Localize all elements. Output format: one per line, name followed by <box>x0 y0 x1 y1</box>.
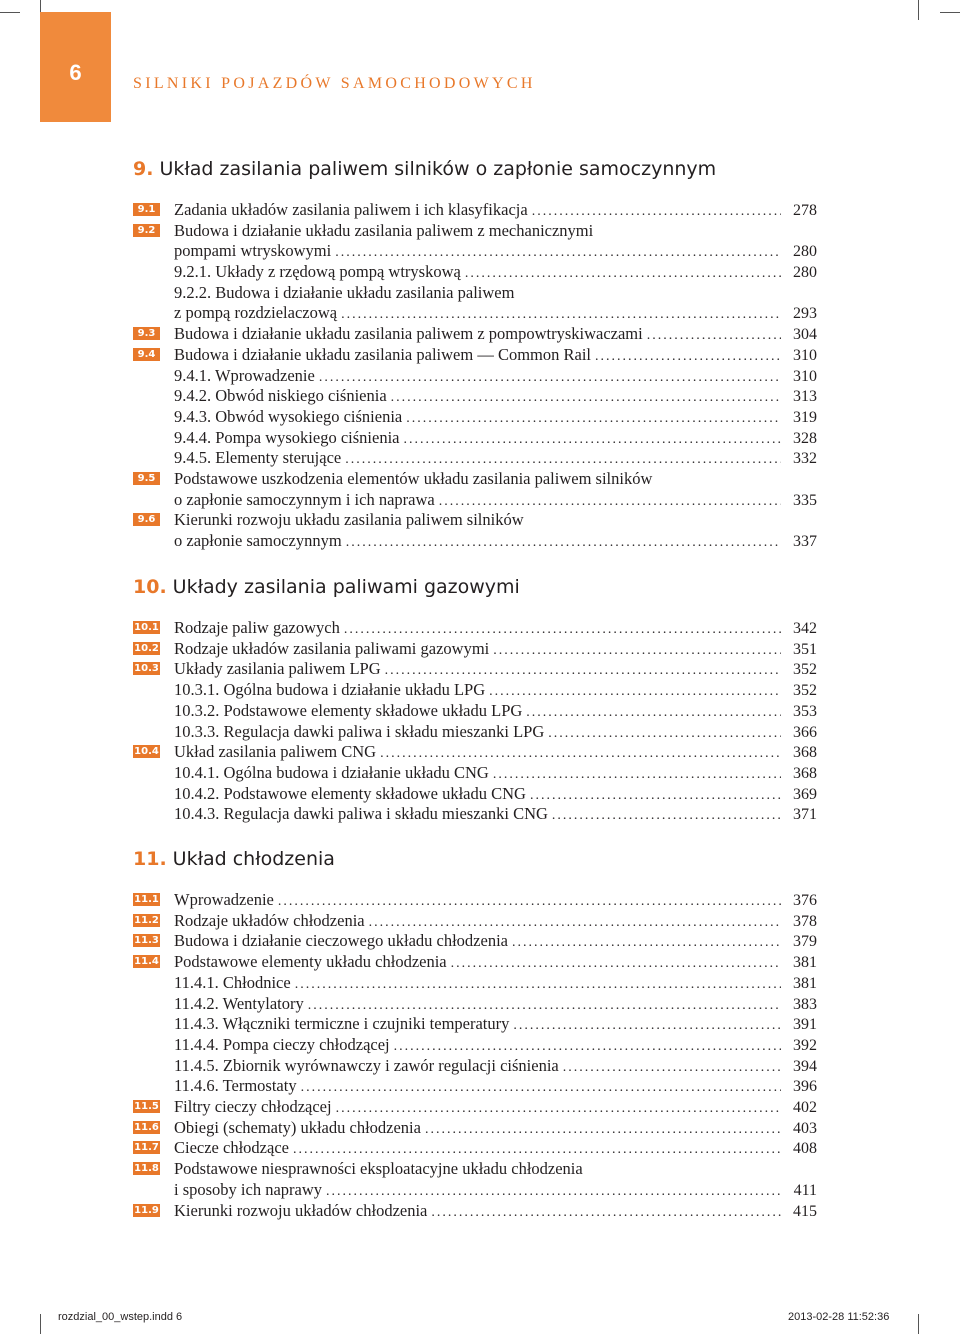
toc-entry <box>133 721 817 743</box>
section-badge: 11.2 <box>134 915 159 926</box>
toc-entry-label: 10.3.2. Podstawowe elementy składowe układu LPG <box>174 701 523 720</box>
toc-entry <box>133 1013 817 1035</box>
toc-page-number: 328 <box>793 430 817 447</box>
toc-entry <box>133 1200 817 1222</box>
toc-entry <box>133 783 817 805</box>
toc-entry-label: Rodzaje paliw gazowych <box>174 618 340 637</box>
toc-entry <box>133 1096 817 1118</box>
section-badge: 9.1 <box>133 203 160 216</box>
toc-entry-label: 10.4.3. Regulacja dawki paliwa i składu mieszanki CNG <box>174 804 548 823</box>
toc-page-number: 402 <box>793 1099 817 1116</box>
toc-entry <box>133 1137 817 1159</box>
toc-entry-label: Budowa i działanie cieczowego układu chłodzenia <box>174 931 508 950</box>
toc-page-number: 293 <box>793 305 817 322</box>
chapter-number: 10. <box>133 576 167 598</box>
toc-page-number: 335 <box>793 492 817 509</box>
toc-page-number: 381 <box>793 954 817 971</box>
crop-mark <box>940 12 960 13</box>
toc-page-number: 310 <box>793 368 817 385</box>
toc-entry <box>133 658 817 680</box>
toc-page-number: 332 <box>793 450 817 467</box>
toc-page-number: 368 <box>793 765 817 782</box>
toc-entry <box>133 1055 817 1077</box>
section-badge: 10.1 <box>134 622 159 633</box>
toc-entry <box>133 930 817 952</box>
section-badge: 9.2 <box>133 224 160 237</box>
toc-entry <box>133 489 817 511</box>
toc-entry-label: 9.4.1. Wprowadzenie <box>174 366 315 385</box>
toc-entry <box>133 741 817 763</box>
toc-entry <box>133 530 817 552</box>
toc-entry <box>133 323 817 345</box>
toc-entry-label: 11.4.5. Zbiornik wyrównawczy i zawór regulacji ciśnienia <box>174 1056 559 1075</box>
toc-entry <box>133 1179 817 1201</box>
toc-entry <box>133 427 817 449</box>
page-number: 6 <box>69 60 82 85</box>
toc-page-number: 352 <box>793 661 817 678</box>
section-badge: 10.3 <box>134 663 159 674</box>
toc-entry <box>133 406 817 428</box>
toc-entry-label: Kierunki rozwoju układu zasilania paliwem silników <box>174 510 524 529</box>
toc-page-number: 376 <box>793 892 817 909</box>
toc-entry-label: 9.4.5. Elementy sterujące <box>174 448 342 467</box>
section-badge: 10.2 <box>134 643 159 654</box>
toc-entry-label: o zapłonie samoczynnym i ich naprawa <box>174 490 435 509</box>
toc-page-number: 403 <box>793 1120 817 1137</box>
toc-entry <box>133 638 817 660</box>
toc-entry <box>133 910 817 932</box>
toc-entry-label: Kierunki rozwoju układów chłodzenia <box>174 1201 428 1220</box>
toc-entry-label: 9.2.1. Układy z rzędową pompą wtryskową <box>174 262 461 281</box>
toc-entry <box>133 700 817 722</box>
toc-entry-label: Budowa i działanie układu zasilania paliwem — Common Rail <box>174 345 591 364</box>
toc-page-number: 392 <box>793 1037 817 1054</box>
toc-entry-label: 11.4.1. Chłodnice <box>174 973 291 992</box>
section-badge: 10.4 <box>134 746 159 757</box>
toc-page-number: 353 <box>793 703 817 720</box>
toc-entry <box>133 365 817 387</box>
crop-mark <box>918 0 919 20</box>
toc-page-number: 342 <box>793 620 817 637</box>
toc-entry <box>133 261 817 283</box>
toc-page-number: 351 <box>793 641 817 658</box>
toc-entry <box>133 1117 817 1139</box>
toc-entry <box>133 302 817 324</box>
toc-page-number: 396 <box>793 1078 817 1095</box>
toc-entry-label: z pompą rozdzielaczową <box>174 303 338 322</box>
section-badge: 11.9 <box>134 1205 159 1216</box>
toc-entry-label: Podstawowe niesprawności eksploatacyjne układu chłodzenia <box>174 1159 583 1178</box>
section-badge: 9.4 <box>133 348 160 361</box>
toc-entry <box>133 1158 817 1180</box>
toc-entry-label: Obiegi (schematy) układu chłodzenia <box>174 1118 421 1137</box>
toc-page-number: 411 <box>793 1182 817 1199</box>
toc-entry-label: Zadania układów zasilania paliwem i ich klasyfikacja <box>174 200 528 219</box>
toc-entry <box>133 344 817 366</box>
toc-entry <box>133 803 817 825</box>
toc-entry-label: Układy zasilania paliwem LPG <box>174 659 381 678</box>
toc-entry-label: o zapłonie samoczynnym <box>174 531 342 550</box>
footer-timestamp: 2013-02-28 11:52:36 <box>788 1311 890 1323</box>
toc-entry <box>133 993 817 1015</box>
toc-entry <box>133 509 817 531</box>
toc-page-number: 371 <box>793 806 817 823</box>
toc-entry <box>133 1075 817 1097</box>
toc-entry-label: 10.4.2. Podstawowe elementy składowe układu CNG <box>174 784 526 803</box>
toc-entry <box>133 220 817 242</box>
toc-entry-label: 11.4.6. Termostaty <box>174 1076 297 1095</box>
toc-page-number: 381 <box>793 975 817 992</box>
chapter-title-text: Układ chłodzenia <box>172 848 335 870</box>
toc-page-number: 280 <box>793 264 817 281</box>
toc-page-number: 304 <box>793 326 817 343</box>
section-badge: 9.6 <box>133 513 160 526</box>
toc-entry-label: Ciecze chłodzące <box>174 1138 289 1157</box>
toc-page-number: 310 <box>793 347 817 364</box>
dot-leader <box>346 532 781 554</box>
crop-mark <box>0 12 20 13</box>
dot-leader <box>431 1202 781 1224</box>
toc-page-number: 394 <box>793 1058 817 1075</box>
toc-entry-label: Budowa i działanie układu zasilania paliwem z mechanicznymi <box>174 221 594 240</box>
toc-page-number: 319 <box>793 409 817 426</box>
toc-entry <box>133 1034 817 1056</box>
toc-page-number: 408 <box>793 1140 817 1157</box>
section-badge: 11.8 <box>134 1163 159 1174</box>
toc-entry-label: 11.4.3. Włączniki termiczne i czujniki temperatury <box>174 1014 510 1033</box>
toc-page-number: 352 <box>793 682 817 699</box>
chapter-title-text: Układ zasilania paliwem silników o zapłonie samoczynnym <box>159 158 717 180</box>
toc-page-number: 369 <box>793 786 817 803</box>
toc-entry <box>133 199 817 221</box>
toc-entry-label: 10.4.1. Ogólna budowa i działanie układu CNG <box>174 763 489 782</box>
toc-entry <box>133 617 817 639</box>
toc-page-number: 378 <box>793 913 817 930</box>
toc-page-number: 391 <box>793 1016 817 1033</box>
toc-page-number: 278 <box>793 202 817 219</box>
section-badge: 11.3 <box>134 935 159 946</box>
toc-entry-label: 10.3.1. Ogólna budowa i działanie układu LPG <box>174 680 486 699</box>
toc-entry <box>133 889 817 911</box>
toc-page-number: 368 <box>793 744 817 761</box>
toc-page-number: 280 <box>793 243 817 260</box>
toc-entry <box>133 679 817 701</box>
toc-entry <box>133 951 817 973</box>
chapter-title <box>133 848 335 870</box>
toc-entry <box>133 447 817 469</box>
chapter-number: 9. <box>133 158 154 180</box>
toc-entry-label: i sposoby ich naprawy <box>174 1180 323 1199</box>
toc-entry-label: Rodzaje układów chłodzenia <box>174 911 365 930</box>
toc-entry-label: 9.4.2. Obwód niskiego ciśnienia <box>174 386 387 405</box>
toc-page-number: 383 <box>793 996 817 1013</box>
toc-entry-label: Budowa i działanie układu zasilania paliwem z pompowtryskiwaczami <box>174 324 643 343</box>
chapter-title-text: Układy zasilania paliwami gazowymi <box>172 576 520 598</box>
toc-entry-label: pompami wtryskowymi <box>174 241 332 260</box>
toc-entry-label: Układ zasilania paliwem CNG <box>174 742 377 761</box>
crop-mark <box>40 1314 41 1334</box>
toc-entry <box>133 972 817 994</box>
toc-entry-label: Podstawowe uszkodzenia elementów układu zasilania paliwem silników <box>174 469 653 488</box>
toc-entry-label: 9.4.4. Pompa wysokiego ciśnienia <box>174 428 400 447</box>
chapter-title <box>133 576 520 598</box>
toc-entry-label: 9.4.3. Obwód wysokiego ciśnienia <box>174 407 403 426</box>
toc-entry-label: 10.3.3. Regulacja dawki paliwa i składu mieszanki LPG <box>174 722 545 741</box>
toc-entry <box>133 240 817 262</box>
toc-entry <box>133 762 817 784</box>
toc-entry <box>133 282 817 304</box>
toc-page-number: 415 <box>793 1203 817 1220</box>
toc-entry-label: Podstawowe elementy układu chłodzenia <box>174 952 447 971</box>
section-badge: 11.7 <box>134 1142 159 1153</box>
section-badge: 11.1 <box>134 894 159 905</box>
toc-entry-label: 11.4.2. Wentylatory <box>174 994 304 1013</box>
section-badge: 11.5 <box>134 1101 159 1112</box>
section-badge: 9.3 <box>133 327 160 340</box>
chapter-number: 11. <box>133 848 167 870</box>
toc-entry <box>133 385 817 407</box>
crop-mark <box>918 1314 919 1334</box>
toc-entry-label: Wprowadzenie <box>174 890 274 909</box>
section-badge: 11.6 <box>134 1122 159 1133</box>
toc-page-number: 366 <box>793 724 817 741</box>
section-badge: 9.5 <box>133 472 160 485</box>
running-title: SILNIKI POJAZDÓW SAMOCHODOWYCH <box>133 75 536 92</box>
toc-page-number: 313 <box>793 388 817 405</box>
toc-entry-label: Filtry cieczy chłodzącej <box>174 1097 332 1116</box>
toc-entry <box>133 468 817 490</box>
toc-page-number: 337 <box>793 533 817 550</box>
toc-page-number: 379 <box>793 933 817 950</box>
toc-entry-label: Rodzaje układów zasilania paliwami gazowymi <box>174 639 490 658</box>
toc-entry-label: 11.4.4. Pompa cieczy chłodzącej <box>174 1035 390 1054</box>
chapter-title <box>133 158 716 180</box>
section-badge: 11.4 <box>134 956 159 967</box>
toc-entry-label: 9.2.2. Budowa i działanie układu zasilania paliwem <box>174 283 515 302</box>
footer-file-name: rozdzial_00_wstep.indd 6 <box>58 1311 183 1323</box>
dot-leader <box>552 805 781 827</box>
